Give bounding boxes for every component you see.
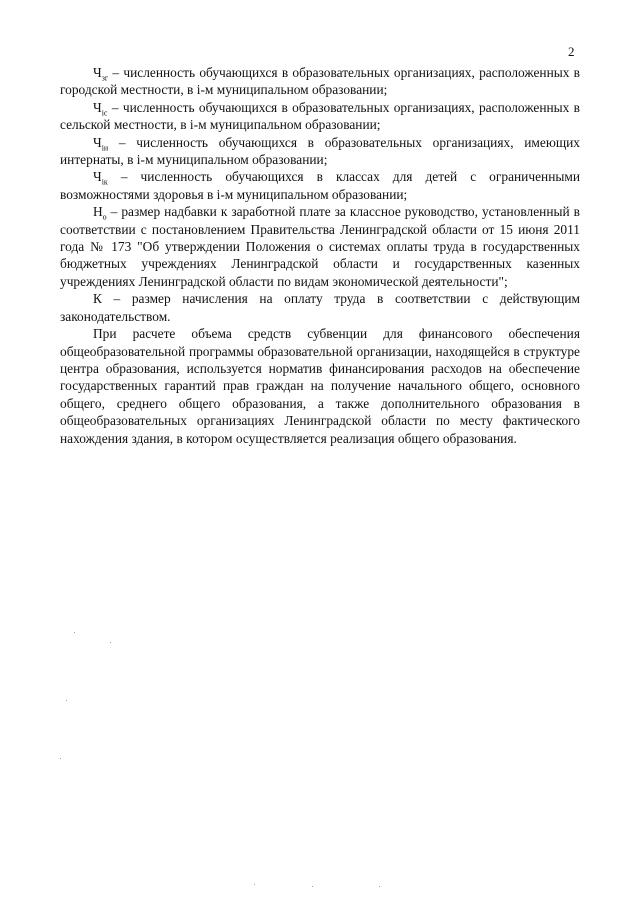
scan-speck	[60, 758, 61, 759]
term-symbol: $Ч_{iк}$	[93, 169, 108, 188]
scan-speck	[66, 700, 67, 701]
term-symbol: $Н_о$	[93, 204, 107, 222]
scan-speck	[254, 884, 255, 885]
paragraph-k	[60, 290, 580, 325]
term-symbol: $Ч_{iи}$	[93, 134, 109, 153]
scan-speck	[379, 886, 380, 887]
paragraph-text: – численность обучающихся в классах для детей с ограниченными возможностями здоровья в i-м муниципальном образовании;	[60, 169, 580, 202]
scan-speck	[110, 642, 111, 643]
paragraph-text: К – размер начисления на оплату труда в соответствии с действующим законодательством.	[60, 291, 580, 324]
paragraph-text: – численность обучающихся в образовательных организациях, имеющих интернаты, в i-м муниципальном образовании;	[60, 134, 580, 168]
paragraph-n-o	[60, 203, 580, 290]
paragraph-text: – численность обучающихся в образовательных организациях, расположенных в городской местности, в i-м муниципальном образовании;	[60, 65, 580, 98]
paragraph-ch-ic	[60, 99, 580, 134]
paragraph-text: – численность обучающихся в образовательных организациях, расположенных в сельской местности, в i-м муниципальном образовании;	[60, 99, 580, 133]
paragraph-subvention	[60, 325, 580, 447]
term-symbol: $Ч_{ic}$	[93, 99, 108, 118]
paragraph-ch-zg	[60, 64, 580, 99]
term-symbol: $Ч_{зг}$	[93, 65, 109, 83]
paragraph-ch-ii	[60, 134, 580, 169]
paragraph-text: – размер надбавки к заработной плате за классное руководство, установленный в соответствии с постановлением Правительства Ленинградской области от 15 июня 2011 года № 173 "Об утверждении Положения о системах оплаты труда в государственных бюджетных учреждениях Ленинградской области и государственных казенных учреждениях Ленинградской области по видам экономической деятельности";	[60, 204, 580, 289]
paragraph-ch-ik	[60, 168, 580, 203]
scan-speck	[312, 886, 313, 887]
paragraph-text: При расчете объема средств субвенции для финансового обеспечения общеобразовательной программы образовательной организации, находящейся в структуре центра образования, используется норматив финансирования расходов на обеспечение государственных гарантий прав граждан на получение начального общего, основного общего, среднего общего образования, а также дополнительного образования в общеобразовательных организациях Ленинградской области по месту фактического нахождения здания, в котором осуществляется реализация общего образования.	[60, 326, 580, 446]
page-number: 2	[568, 44, 575, 59]
document-body	[60, 64, 580, 447]
scan-speck	[74, 632, 75, 633]
